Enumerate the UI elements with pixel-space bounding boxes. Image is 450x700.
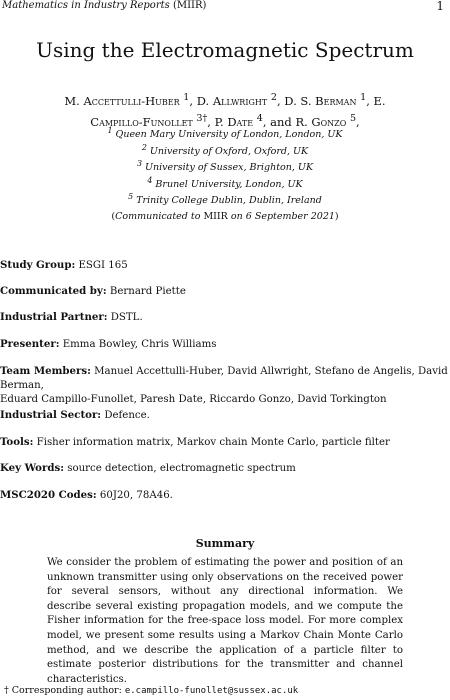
corresponding-author-footnote [4, 685, 298, 696]
industrial-sector-field [0, 408, 448, 423]
author-name: M. Accettulli-Huber [64, 93, 180, 108]
field-value: Fisher information matrix, Markov chain Monte Carlo, particle filter [36, 437, 390, 448]
journal-name: Mathematics in Industry Reports (MIIR) [2, 0, 207, 11]
field-label: Presenter: [0, 338, 60, 350]
author-name: E. Campillo-Funollet [90, 93, 386, 129]
author-affil-sup: 1 [360, 92, 367, 103]
author-affil-sup: 4 [256, 112, 263, 124]
summary-heading: Summary [195, 537, 255, 550]
email-link[interactable]: e.campillo-funollet@sussex.ac.uk [124, 686, 299, 696]
field-value: Defence. [104, 410, 150, 421]
field-label: Study Group: [0, 259, 76, 271]
field-label: Key Words: [0, 462, 64, 474]
field-value: Bernard Piette [109, 286, 186, 297]
field-label: Tools: [0, 436, 34, 448]
msc-codes-field [0, 488, 448, 503]
author-name: D. Allwright [196, 93, 268, 108]
study-group-field [0, 258, 448, 273]
presenter-field [0, 337, 448, 352]
affiliation: $^2$ University of Oxford, Oxford, UK [141, 142, 309, 157]
team-members-field [0, 364, 448, 407]
paper-title: Using the Electromagnetic Spectrum [36, 38, 414, 62]
author-affil-sup: 3† [196, 112, 208, 124]
author-list: M. Accettulli-Huber $^1$, D. Allwright $^2$, D. S. Berman $^1$, E. Campillo-Funollet $^{3\dagger}$, P. Date $^4$, and R. Gonzo $^5$, [64, 92, 386, 129]
author-affil-sup: 2 [270, 92, 277, 103]
author-affil-sup: 5 [349, 112, 357, 124]
communicated-by-field [0, 284, 448, 299]
affiliation: $^3$ University of Sussex, Brighton, UK [136, 159, 314, 174]
author-name: D. S. Berman [284, 93, 357, 108]
affiliation: $^5$ Trinity College Dublin, Dublin, Ireland [128, 192, 322, 207]
affiliation-list [0, 125, 450, 208]
summary-text: We consider the problem of estimating the power and position of an unknown transmitter using only observations on the received power for several sensors, without any directional information. We describe several existing propagation models, and we compute the Fisher information for the free-space loss model. For more complex model, we present some results using a Markov Chain Monte Carlo method, and we describe the application of a particle filter to estimate posterior distributions for the transmitter and channel characteristics. [47, 557, 403, 685]
author-affil-sup: 1 [183, 92, 190, 103]
field-value: Eduard Campillo-Funollet, Paresh Date, Riccardo Gonzo, David Torkington [0, 394, 387, 405]
author-name: R. Gonzo [295, 114, 347, 129]
field-label: Industrial Sector: [0, 409, 102, 421]
tools-field [0, 435, 448, 450]
journal-abbreviation: (MIIR) [172, 0, 207, 11]
field-label: Team Members: [0, 365, 91, 377]
field-value: Manuel Accettulli-Huber, David Allwright, Stefano de Angelis, David Berman, [0, 366, 448, 391]
footnote-label: Corresponding author: [11, 685, 122, 696]
field-value: 60J20, 78A46. [99, 490, 173, 501]
field-label: MSC2020 Codes: [0, 489, 97, 501]
field-value: DSTL. [110, 312, 143, 323]
communicated-note: (Communicated to MIIR on 6 September 2021) [111, 211, 339, 222]
affiliation: $^1$ Queen Mary University of London, London, UK [107, 126, 343, 141]
author-conjunction: and [270, 114, 292, 129]
field-value: Emma Bowley, Chris Williams [62, 339, 217, 350]
field-value: source detection, electromagnetic spectrum [67, 463, 296, 474]
running-header [0, 0, 450, 16]
footnote-mark: † [4, 685, 9, 696]
field-label: Industrial Partner: [0, 311, 108, 323]
page-number: 1 [436, 0, 444, 13]
industrial-partner-field [0, 310, 448, 325]
field-label: Communicated by: [0, 285, 107, 297]
affiliation: $^4$ Brunel University, London, UK [147, 175, 303, 190]
keywords-field [0, 461, 448, 476]
field-value: ESGI 165 [78, 260, 128, 271]
author-name: P. Date [214, 114, 254, 129]
